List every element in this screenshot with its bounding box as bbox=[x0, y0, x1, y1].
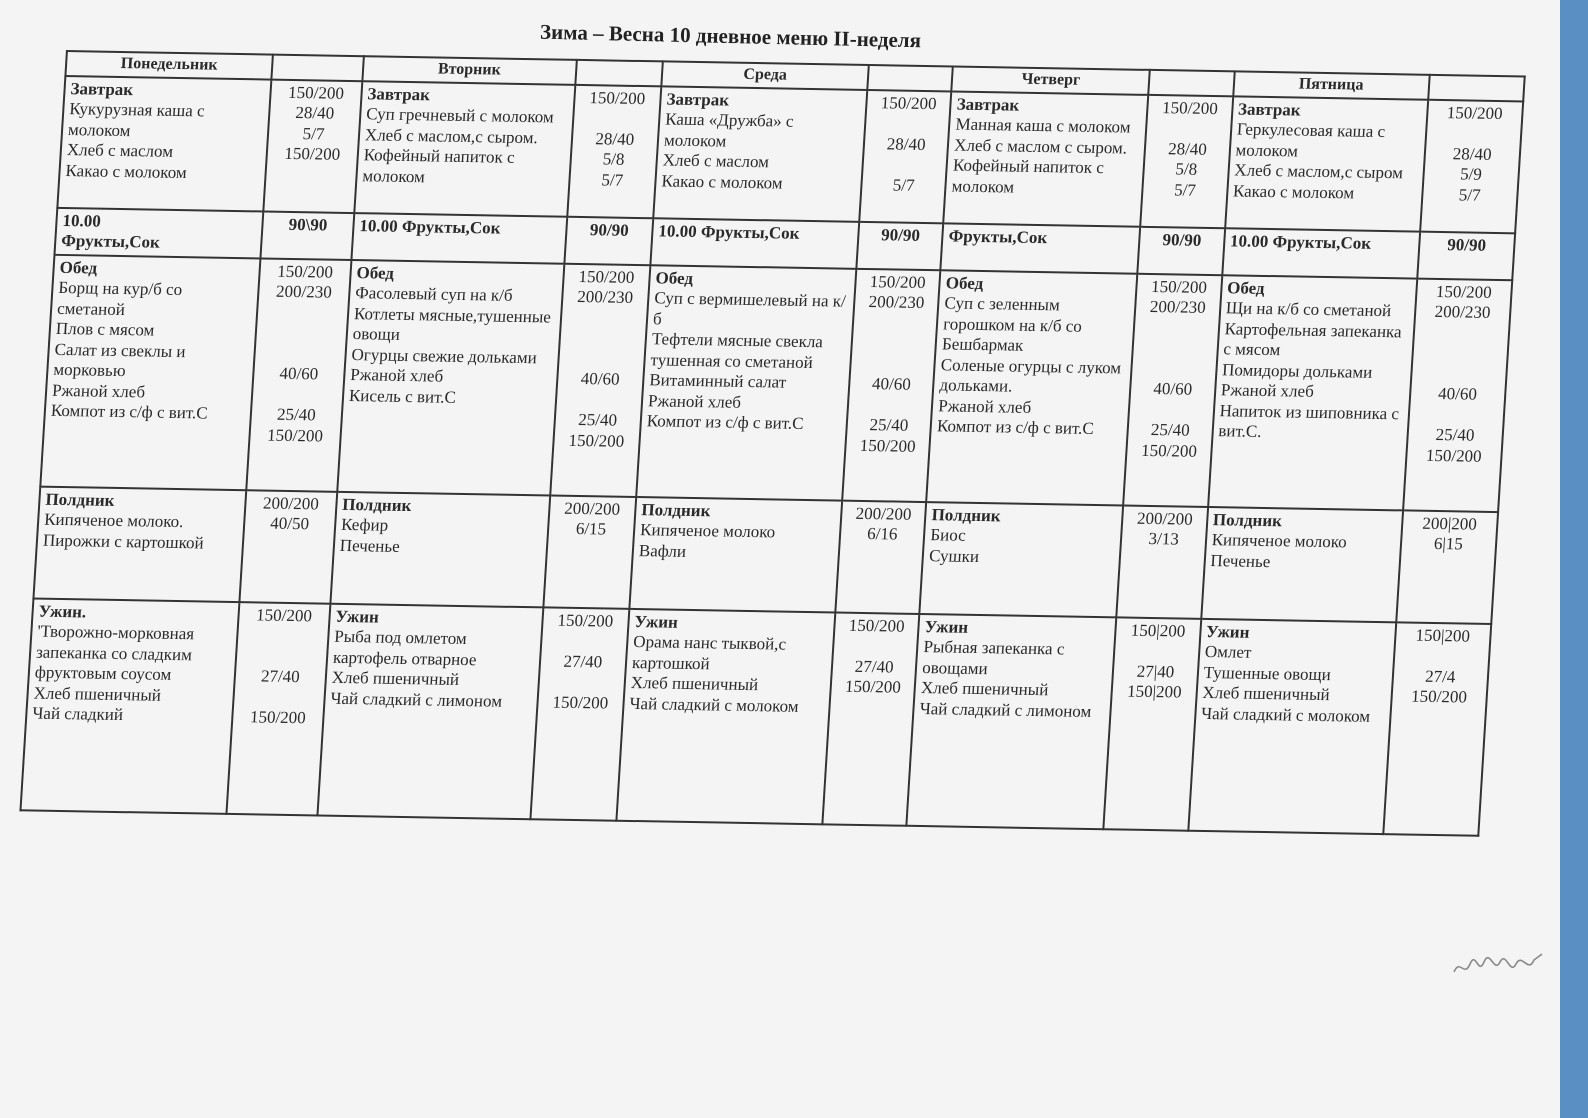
qty-header bbox=[1149, 70, 1235, 96]
meal-head: Полдник bbox=[640, 499, 712, 520]
portion-qty: 200/200 6/16 bbox=[855, 503, 913, 544]
dish-item: Соленые огурцы с луком дольками. bbox=[939, 354, 1122, 396]
dish-item: Какао с молоком bbox=[661, 170, 784, 193]
dinner-row bbox=[21, 598, 1492, 835]
snack-label: 10.00 Фрукты,Сок bbox=[657, 220, 801, 243]
dish-item: 'Творожно-морковная запеканка со сладким фруктовым соусом bbox=[34, 621, 195, 684]
meal-head: Обед bbox=[1226, 277, 1266, 298]
afternoon-cell bbox=[920, 502, 1124, 617]
afternoon-cell bbox=[629, 497, 842, 612]
dish-item: Бешбармак bbox=[941, 334, 1024, 355]
dish-item: Биос bbox=[929, 525, 967, 545]
page-title: Зима – Весна 10 дневное меню II-неделя bbox=[539, 19, 922, 53]
dish-item: Хлеб пшеничный bbox=[630, 672, 759, 695]
dish-item: Плов с мясом bbox=[55, 318, 155, 340]
dish-item: Хлеб с маслом,с сыром bbox=[1233, 160, 1404, 183]
meal-head: Обед bbox=[59, 257, 98, 278]
portion-qty: 150/200 28/40 5/9 5/7 bbox=[1446, 102, 1504, 205]
snack-cell bbox=[1222, 228, 1420, 278]
portion-qty: 150/200 bbox=[283, 143, 341, 164]
dinner-cell bbox=[1188, 618, 1396, 833]
dish-item: Геркулесовая каша с молоком bbox=[1235, 119, 1386, 161]
portion-qty: 150|200 27/4 150/200 bbox=[1410, 625, 1471, 707]
dish-item: Тефтели мясные свекла тушенная со сметаной bbox=[650, 329, 824, 372]
breakfast-cell bbox=[57, 75, 271, 210]
meal-head: Завтрак bbox=[70, 78, 134, 99]
afternoon-qty-cell bbox=[835, 500, 926, 613]
dish-item: Каша «Дружба» с молоком bbox=[663, 109, 795, 151]
dish-item: Огурцы свежие дольками bbox=[351, 344, 538, 367]
portion-qty: 150/200 200/230 40/60 25/40 150/200 bbox=[567, 266, 635, 451]
meal-head: Ужин bbox=[334, 606, 380, 627]
qty-header bbox=[575, 60, 663, 86]
dish-item: Кофейный напиток с молоком bbox=[951, 155, 1105, 197]
breakfast-qty-cell bbox=[859, 89, 951, 222]
portion-qty: 150/200 28/40 5/7 bbox=[880, 92, 938, 195]
meal-head: Полдник bbox=[44, 489, 116, 510]
portion-qty: 150/200 200/230 40/60 25/40 150/200 bbox=[859, 271, 927, 456]
dish-item: Кипяченое молоко. bbox=[43, 509, 185, 532]
dinner-cell bbox=[21, 598, 240, 813]
qty-header bbox=[271, 55, 363, 81]
meal-head: Завтрак bbox=[956, 94, 1020, 115]
meal-head: Полдник bbox=[1212, 509, 1283, 530]
dish-item: Чай сладкий с молоком bbox=[1200, 703, 1371, 726]
dish-item: Чай сладкий с лимоном bbox=[329, 688, 503, 711]
meal-head: Завтрак bbox=[366, 83, 431, 104]
meal-head: Обед bbox=[945, 272, 984, 293]
afternoon-qty-cell bbox=[1117, 505, 1208, 618]
portion-qty: 150/200 27/40 150/200 bbox=[844, 615, 906, 697]
afternoon-qty-cell bbox=[543, 495, 636, 608]
dish-item: Печенье bbox=[339, 535, 401, 556]
dish-item: Щи на к/б со сметаной bbox=[1225, 298, 1392, 321]
dish-item: Хлеб с маслом,с сыром. bbox=[364, 124, 539, 147]
dish-item: Картофельная запеканка с мясом bbox=[1222, 318, 1403, 360]
snack-qty-cell bbox=[1417, 231, 1515, 280]
dish-item: Рыба под омлетом картофель отварное bbox=[332, 626, 478, 669]
dinner-qty-cell bbox=[227, 602, 331, 815]
dish-item: Пирожки с картошкой bbox=[42, 530, 205, 552]
snack-label: 10.00 Фрукты,Сок bbox=[1229, 230, 1372, 253]
meal-head: Полдник bbox=[341, 494, 413, 515]
dish-item: Ржаной хлеб bbox=[349, 365, 444, 386]
breakfast-qty-cell bbox=[567, 84, 661, 217]
dish-item: Манная каша с молоком bbox=[954, 114, 1132, 137]
signature-icon bbox=[1450, 948, 1550, 982]
dish-item: Ржаной хлеб bbox=[937, 395, 1032, 417]
snack-cell bbox=[55, 207, 264, 258]
meal-head: Ужин bbox=[1205, 621, 1251, 642]
dish-item: Ржаной хлеб bbox=[647, 390, 742, 412]
meal-head: Полдник bbox=[931, 504, 1002, 525]
snack-cell bbox=[650, 218, 859, 269]
dish-item: Хлеб пшеничный bbox=[33, 683, 162, 705]
dinner-cell bbox=[616, 608, 835, 823]
portion-qty: 150/200 27/40 150/200 bbox=[551, 610, 614, 713]
meal-head: Обед bbox=[655, 267, 694, 288]
portion-qty: 150/200 27/40 150/200 bbox=[249, 604, 313, 728]
dish-item: Суп с зеленным горошком на к/б со bbox=[942, 293, 1083, 336]
day-name: Среда bbox=[661, 61, 869, 89]
lunch-cell bbox=[1208, 275, 1417, 510]
portion-qty: 150/200 28/40 5/8 5/7 bbox=[588, 87, 646, 190]
dinner-cell bbox=[907, 613, 1117, 828]
dish-item: Печенье bbox=[1209, 550, 1271, 571]
dish-item: Суп гречневый с молоком bbox=[365, 104, 555, 127]
dish-item: Тушенные овощи bbox=[1203, 662, 1332, 684]
dish-item: Помидоры дольками bbox=[1221, 359, 1373, 382]
afternoon-cell bbox=[33, 486, 246, 601]
dinner-qty-cell bbox=[530, 607, 629, 820]
snack-label: Фрукты,Сок bbox=[948, 225, 1048, 247]
portion-qty: 5/7 bbox=[302, 123, 326, 144]
lunch-qty-cell bbox=[550, 263, 651, 496]
dish-item: Котлеты мясные,тушенные овощи bbox=[352, 303, 552, 344]
snack-qty: 90/90 bbox=[880, 224, 921, 245]
afternoon-qty-cell bbox=[240, 490, 338, 603]
lunch-cell bbox=[337, 260, 564, 496]
portion-qty: 150/200 28/40 5/8 5/7 bbox=[1161, 97, 1219, 200]
dish-item: Ржаной хлеб bbox=[51, 380, 146, 401]
breakfast-cell bbox=[653, 86, 867, 221]
dinner-cell bbox=[317, 603, 543, 819]
day-name: Пятница bbox=[1233, 71, 1429, 99]
dinner-qty-cell bbox=[1383, 622, 1491, 835]
dinner-qty-cell bbox=[1104, 617, 1201, 830]
breakfast-qty-cell bbox=[1141, 94, 1233, 227]
dish-item: Салат из свеклы и морковью bbox=[52, 339, 187, 381]
dish-item: Компот из с/ф с вит.С bbox=[50, 400, 209, 423]
dish-item: Суп с вермишелевый на к/б bbox=[652, 288, 847, 328]
dish-item: Компот из с/ф с вит.С bbox=[936, 416, 1095, 438]
snack-qty-cell bbox=[1138, 226, 1225, 274]
dish-item: Кисель с вит.С bbox=[348, 385, 457, 407]
day-name: Вторник bbox=[362, 56, 576, 84]
portion-qty: 200/200 3/13 bbox=[1136, 508, 1194, 549]
dish-item: Кефир bbox=[340, 514, 389, 535]
portion-qty: 150/200 200/230 40/60 25/40 150/200 bbox=[1140, 276, 1208, 461]
breakfast-row bbox=[57, 75, 1523, 232]
portion-qty: 150|200 27|40 150|200 bbox=[1126, 620, 1186, 702]
portion-qty: 200/200 40/50 bbox=[262, 493, 320, 534]
snack-label: 10.00 Фрукты,Сок bbox=[358, 215, 502, 238]
breakfast-cell bbox=[944, 91, 1149, 226]
dish-item: Напиток из шиповника с вит.С. bbox=[1217, 400, 1400, 441]
portion-qty: 200|200 6|15 bbox=[1421, 513, 1478, 554]
dish-item: Хлеб с маслом bbox=[66, 140, 174, 161]
dish-item: Вафли bbox=[638, 540, 687, 561]
lunch-cell bbox=[636, 265, 856, 500]
dish-item: Чай сладкий с молоком bbox=[629, 693, 800, 716]
menu-table bbox=[19, 50, 1525, 836]
afternoon-qty-cell bbox=[1396, 510, 1498, 624]
dish-item: Хлеб пшеничный bbox=[331, 667, 460, 689]
dish-item: Какао с молоком bbox=[1232, 180, 1355, 202]
snack-qty-cell bbox=[856, 221, 943, 269]
lunch-cell bbox=[40, 254, 260, 489]
meal-head: Завтрак bbox=[1237, 98, 1302, 120]
qty-header bbox=[1428, 75, 1525, 101]
meal-head: Ужин bbox=[924, 616, 969, 637]
breakfast-cell bbox=[354, 81, 575, 217]
dish-item: Рыбная запеканка с овощами bbox=[921, 637, 1066, 678]
snack-qty-cell bbox=[261, 211, 355, 260]
lunch-cell bbox=[926, 270, 1137, 505]
dish-item: Кипяченое молоко bbox=[1211, 530, 1348, 552]
dish-item: Хлеб с маслом bbox=[662, 150, 770, 172]
dish-item: Чай сладкий bbox=[31, 703, 124, 725]
dish-item: Кукурузная каша с молоком bbox=[67, 99, 206, 140]
qty-header bbox=[867, 65, 953, 91]
lunch-row bbox=[40, 254, 1512, 511]
dinner-qty-cell bbox=[822, 612, 919, 825]
portion-qty: 150/200 200/230 40/60 25/40 150/200 bbox=[1425, 281, 1493, 466]
dish-item: Кофейный напиток с молоком bbox=[361, 145, 516, 186]
portion-qty: 200/200 6/15 bbox=[563, 498, 621, 539]
dish-item: Какао с молоком bbox=[65, 160, 188, 182]
snack-qty: 90/90 bbox=[589, 219, 630, 240]
dish-item: Компот из с/ф с вит.С bbox=[646, 411, 805, 433]
lunch-qty-cell bbox=[842, 268, 940, 501]
day-name: Четверг bbox=[952, 66, 1151, 94]
dish-item: Орама нанс тыквой,с картошкой bbox=[631, 632, 787, 673]
dish-item: Фасолевый суп на к/б bbox=[354, 283, 514, 305]
dish-item: Чай сладкий с лимоном bbox=[919, 698, 1092, 721]
snack-cell bbox=[941, 223, 1141, 273]
meal-head: Ужин bbox=[634, 611, 679, 632]
afternoon-cell bbox=[330, 491, 550, 607]
meal-head: Ужин. bbox=[38, 601, 87, 621]
dish-item: Витаминный салат bbox=[648, 370, 787, 392]
dish-item: Кипяченое молоко bbox=[639, 520, 776, 542]
breakfast-cell bbox=[1225, 96, 1428, 231]
dish-item: Борщ на кур/б со сметаной bbox=[56, 277, 183, 319]
snack-qty-cell bbox=[564, 216, 653, 264]
day-name: Понедельник bbox=[65, 51, 273, 79]
afternoon-cell bbox=[1201, 506, 1403, 621]
dish-item: Сушки bbox=[928, 545, 980, 566]
snack-cell bbox=[351, 213, 567, 264]
dish-item: Ржаной хлеб bbox=[1220, 380, 1315, 401]
snack-qty: 90/90 bbox=[1162, 229, 1202, 250]
meal-head: Завтрак bbox=[666, 88, 730, 110]
snack-label: 10.00 Фрукты,Сок bbox=[60, 210, 161, 252]
lunch-qty-cell bbox=[1124, 273, 1222, 506]
breakfast-qty-cell bbox=[263, 79, 362, 212]
snack-qty: 90/90 bbox=[1446, 234, 1487, 255]
lunch-qty-cell bbox=[1403, 278, 1513, 511]
dish-item: Хлеб пшеничный bbox=[1201, 682, 1331, 705]
menu-sheet bbox=[19, 50, 1525, 836]
portion-qty: 150/200 bbox=[287, 82, 345, 103]
portion-qty: 28/40 bbox=[294, 103, 335, 123]
dish-item: Омлет bbox=[1204, 641, 1253, 662]
portion-qty: 150/200 200/230 40/60 25/40 150/200 bbox=[266, 261, 334, 446]
lunch-qty-cell bbox=[246, 258, 351, 491]
dish-item: Хлеб с маслом с сыром. bbox=[953, 135, 1128, 158]
dish-item: Хлеб пшеничный bbox=[920, 678, 1049, 700]
meal-head: Обед bbox=[356, 262, 395, 283]
breakfast-qty-cell bbox=[1420, 99, 1523, 233]
snack-qty: 90\90 bbox=[288, 214, 328, 235]
